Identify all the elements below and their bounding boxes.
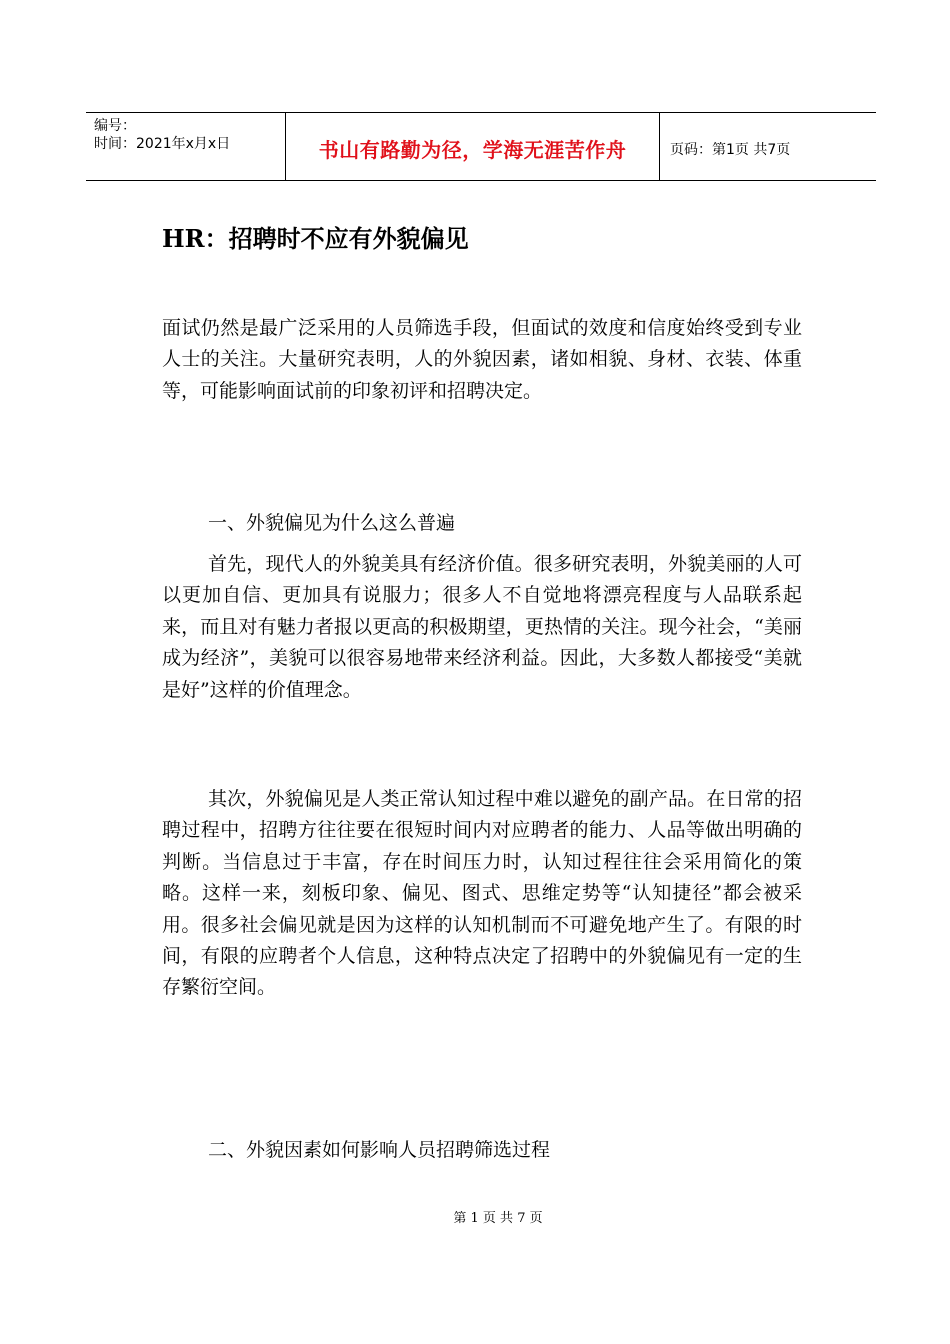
header-page-info: 页码：第1页 共7页 — [670, 141, 791, 158]
header-number-label: 编号： — [94, 118, 136, 134]
document-title: HR：招聘时不应有外貌偏见 — [162, 224, 469, 253]
header-motto: 书山有路勤为径，学海无涯苦作舟 — [286, 113, 660, 180]
header-meta-cell — [86, 113, 286, 180]
header-time-label: 时间：2021年x月x日 — [94, 136, 231, 152]
intro-paragraph: 面试仍然是最广泛采用的人员筛选手段，但面试的效度和信度始终受到专业人士的关注。大量研究表明，人的外貌因素，诸如相貌、身材、衣装、体重等，可能影响面试前的印象初评和招聘决定。 — [162, 317, 802, 402]
section-2-heading: 二、外貌因素如何影响人员招聘筛选过程 — [208, 1139, 551, 1161]
document-header — [86, 112, 876, 181]
section-1-paragraph-1: 首先，现代人的外貌美具有经济价值。很多研究表明，外貌美丽的人可以更加自信、更加具有说服力；很多人不自觉地将漂亮程度与人品联系起来，而且对有魅力者报以更高的积极期望，更热情的关注。现今社会，“美丽成为经济”，美貌可以很容易地带来经济利益。因此，大多数人都接受“美就是好”这样的价值理念。 — [162, 553, 802, 701]
section-1-heading: 一、外貌偏见为什么这么普遍 — [208, 512, 456, 534]
section-1-paragraph-2: 其次，外貌偏见是人类正常认知过程中难以避免的副产品。在日常的招聘过程中，招聘方往往要在很短时间内对应聘者的能力、人品等做出明确的判断。当信息过于丰富，存在时间压力时，认知过程往往会采用简化的策略。这样一来，刻板印象、偏见、图式、思维定势等“认知捷径”都会被采用。很多社会偏见就是因为这样的认知机制而不可避免地产生了。有限的时间，有限的应聘者个人信息，这种特点决定了招聘中的外貌偏见有一定的生存繁衍空间。 — [162, 788, 802, 999]
page-footer: 第 1 页 共 7 页 — [453, 1211, 543, 1226]
